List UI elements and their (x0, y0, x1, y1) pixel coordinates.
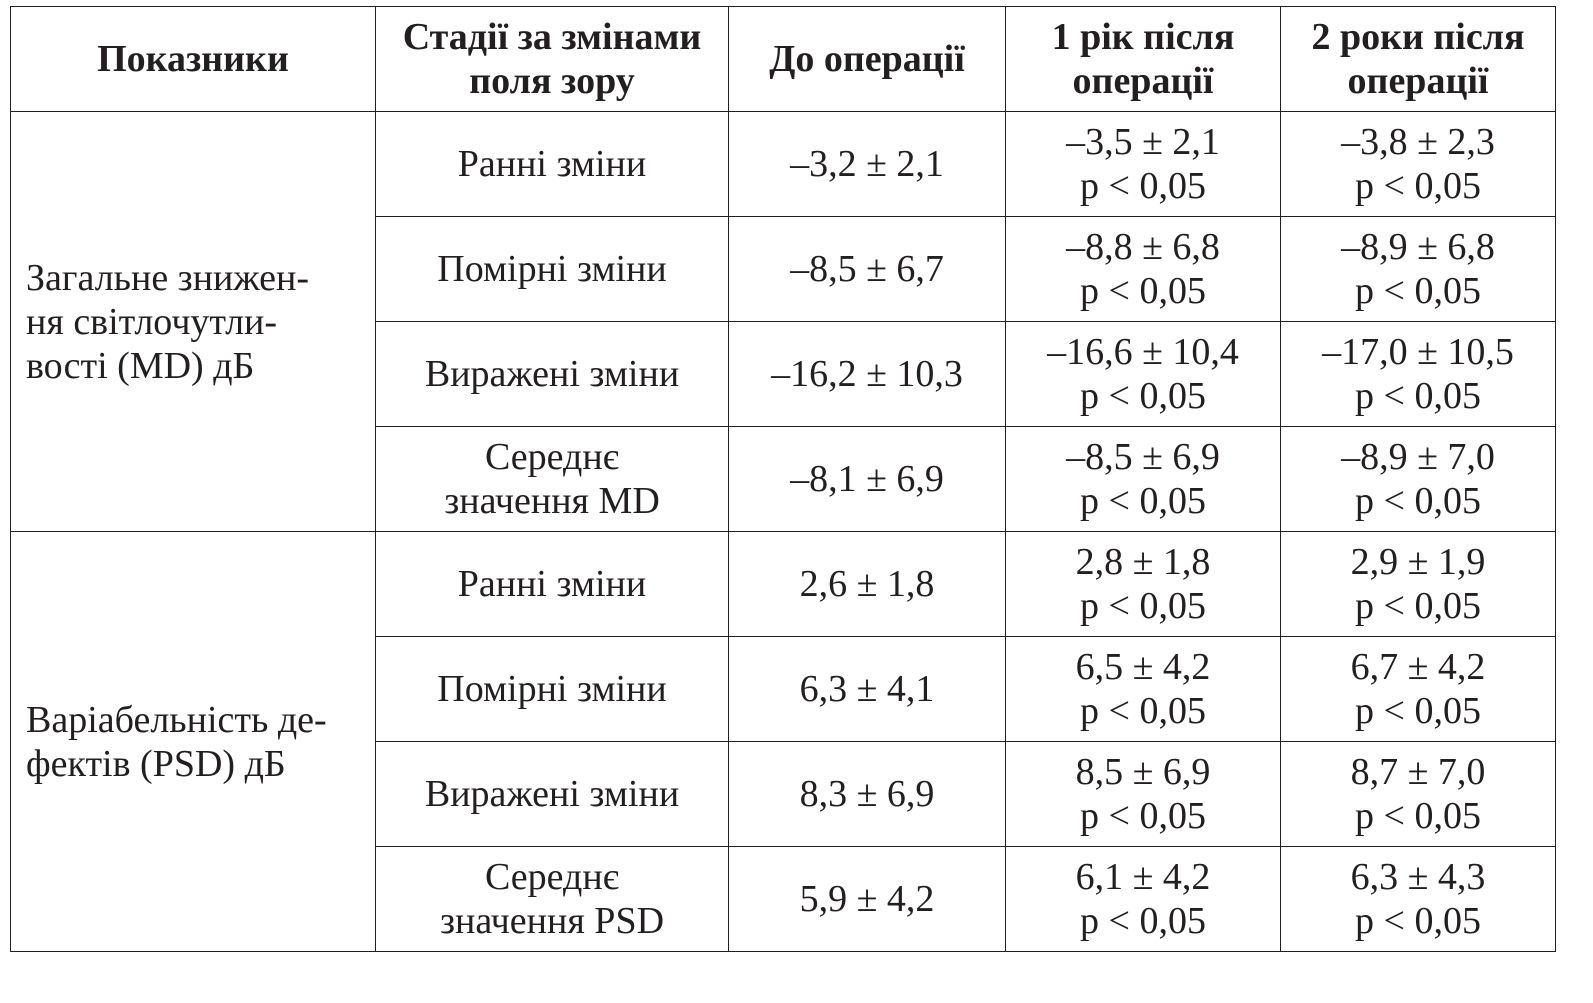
stage-label: Виражені зміни (424, 353, 680, 395)
header-text: операції (1347, 60, 1489, 102)
stage-label: Помірні зміни (437, 668, 667, 710)
year1-cell (1006, 637, 1281, 742)
header-text: Показники (97, 38, 289, 80)
stage-label: Середнє (484, 436, 620, 478)
year2-cell (1281, 322, 1556, 427)
before-cell (729, 322, 1006, 427)
p-value-text: p < 0,05 (1080, 900, 1206, 942)
table-row (11, 112, 1556, 217)
stage-cell (376, 427, 729, 532)
before-cell (729, 847, 1006, 952)
stage-label: Виражені зміни (424, 773, 680, 815)
value-text: 6,5 ± 4,2 (1075, 646, 1211, 688)
header-text: 1 рік після (1051, 16, 1235, 58)
indicator-label: фектів (PSD) дБ (26, 742, 286, 785)
value-text: –3,5 ± 2,1 (1066, 121, 1220, 163)
value-text: –16,2 ± 10,3 (771, 353, 963, 395)
header-text: До операції (769, 38, 965, 80)
year1-cell (1006, 322, 1281, 427)
p-value-text: p < 0,05 (1355, 795, 1481, 837)
year1-cell (1006, 217, 1281, 322)
stage-label: Помірні зміни (437, 248, 667, 290)
p-value-text: p < 0,05 (1355, 480, 1481, 522)
indicator-cell (11, 532, 376, 952)
year1-cell (1006, 742, 1281, 847)
stage-cell (376, 217, 729, 322)
col-header-year2 (1281, 7, 1556, 112)
data-table (10, 6, 1556, 952)
year2-cell (1281, 847, 1556, 952)
header-text: 2 роки після (1311, 16, 1525, 58)
table-body (11, 112, 1556, 952)
value-text: –8,9 ± 6,8 (1341, 226, 1495, 268)
p-value-text: p < 0,05 (1355, 165, 1481, 207)
p-value-text: p < 0,05 (1080, 585, 1206, 627)
header-row (11, 7, 1556, 112)
table-row (11, 532, 1556, 637)
year2-cell (1281, 112, 1556, 217)
indicator-label: вості (MD) дБ (26, 344, 255, 387)
stage-label: значення PSD (439, 900, 665, 942)
col-header-before (729, 7, 1006, 112)
p-value-text: p < 0,05 (1080, 270, 1206, 312)
p-value-text: p < 0,05 (1080, 480, 1206, 522)
year2-cell (1281, 427, 1556, 532)
p-value-text: p < 0,05 (1355, 585, 1481, 627)
value-text: 6,3 ± 4,1 (799, 668, 935, 710)
indicator-cell (11, 112, 376, 532)
p-value-text: p < 0,05 (1080, 690, 1206, 732)
value-text: 8,7 ± 7,0 (1350, 751, 1486, 793)
col-header-indicators (11, 7, 376, 112)
stage-cell (376, 112, 729, 217)
year1-cell (1006, 847, 1281, 952)
p-value-text: p < 0,05 (1355, 900, 1481, 942)
stage-cell (376, 322, 729, 427)
stage-label: значення MD (444, 480, 660, 522)
p-value-text: p < 0,05 (1080, 795, 1206, 837)
before-cell (729, 427, 1006, 532)
value-text: –3,2 ± 2,1 (790, 143, 944, 185)
stage-cell (376, 847, 729, 952)
value-text: –8,8 ± 6,8 (1066, 226, 1220, 268)
value-text: –3,8 ± 2,3 (1341, 121, 1495, 163)
stage-label: Ранні зміни (457, 143, 647, 185)
value-text: –8,9 ± 7,0 (1341, 436, 1495, 478)
value-text: –8,5 ± 6,9 (1066, 436, 1220, 478)
header-text: поля зору (469, 60, 635, 102)
p-value-text: p < 0,05 (1355, 690, 1481, 732)
value-text: –16,6 ± 10,4 (1047, 331, 1239, 373)
year2-cell (1281, 217, 1556, 322)
value-text: 6,7 ± 4,2 (1350, 646, 1486, 688)
before-cell (729, 112, 1006, 217)
before-cell (729, 532, 1006, 637)
p-value-text: p < 0,05 (1355, 270, 1481, 312)
year1-cell (1006, 427, 1281, 532)
before-cell (729, 742, 1006, 847)
before-cell (729, 217, 1006, 322)
p-value-text: p < 0,05 (1080, 375, 1206, 417)
value-text: 2,8 ± 1,8 (1075, 541, 1211, 583)
col-header-stage (376, 7, 729, 112)
value-text: –8,1 ± 6,9 (790, 458, 944, 500)
year1-cell (1006, 112, 1281, 217)
year1-cell (1006, 532, 1281, 637)
year2-cell (1281, 532, 1556, 637)
value-text: –17,0 ± 10,5 (1322, 331, 1514, 373)
stage-cell (376, 637, 729, 742)
value-text: 2,6 ± 1,8 (799, 563, 935, 605)
before-cell (729, 637, 1006, 742)
value-text: 6,3 ± 4,3 (1350, 856, 1486, 898)
stage-label: Ранні зміни (457, 563, 647, 605)
p-value-text: p < 0,05 (1355, 375, 1481, 417)
value-text: 8,3 ± 6,9 (799, 773, 935, 815)
indicator-label: ня світлочутли- (26, 300, 278, 343)
value-text: –8,5 ± 6,7 (790, 248, 944, 290)
value-text: 2,9 ± 1,9 (1350, 541, 1486, 583)
year2-cell (1281, 742, 1556, 847)
indicator-label: Варіабельність де- (26, 698, 327, 741)
value-text: 6,1 ± 4,2 (1075, 856, 1211, 898)
stage-label: Середнє (484, 856, 620, 898)
year2-cell (1281, 637, 1556, 742)
value-text: 5,9 ± 4,2 (799, 878, 935, 920)
indicator-label: Загальне знижен- (26, 256, 309, 299)
col-header-year1 (1006, 7, 1281, 112)
header-text: операції (1072, 60, 1214, 102)
p-value-text: p < 0,05 (1080, 165, 1206, 207)
value-text: 8,5 ± 6,9 (1075, 751, 1211, 793)
header-text: Стадії за змінами (402, 16, 702, 58)
stage-cell (376, 532, 729, 637)
stage-cell (376, 742, 729, 847)
